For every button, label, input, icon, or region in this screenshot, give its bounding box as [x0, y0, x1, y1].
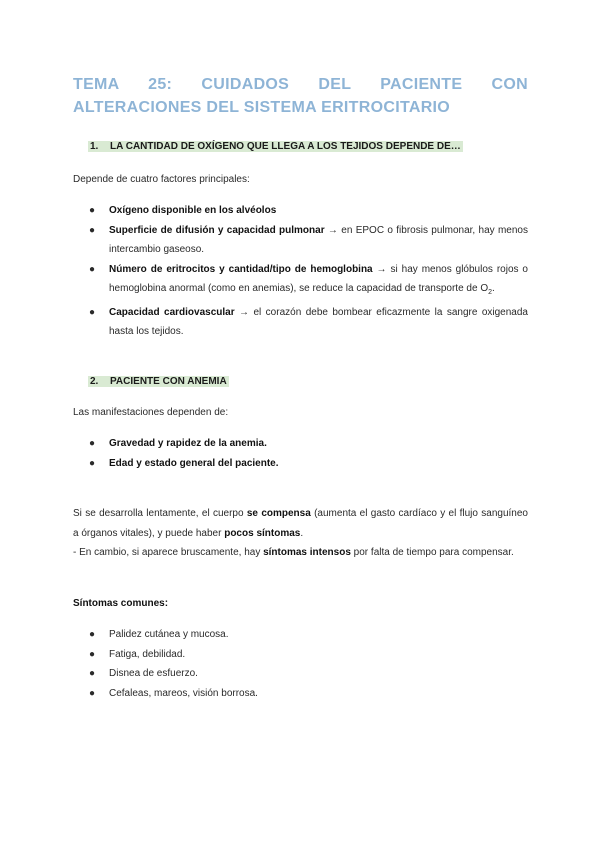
bullet-icon: ● — [89, 687, 96, 699]
factor-3-tail: . — [492, 283, 495, 294]
list-item: ● Palidez cutánea y mucosa. — [0, 625, 528, 645]
section-1-intro: Depende de cuatro factores principales: — [73, 174, 250, 185]
list-item — [0, 201, 528, 221]
list-item — [0, 434, 528, 454]
bullet-icon: ● — [89, 224, 96, 236]
section-2-heading — [88, 374, 229, 389]
manifestation-2: Edad y estado general del paciente. — [109, 457, 279, 469]
factor-3-bold: Número de eritrocitos y cantidad/tipo de hemoglobina — [109, 263, 373, 275]
list-item — [0, 221, 528, 260]
manifestation-1: Gravedad y rapidez de la anemia. — [109, 438, 267, 449]
compensation-paragraph: Si se desarrolla lentamente, el cuerpo se compensa (aumenta el gasto cardíaco y el flujo sanguíneo a órganos vitales), y puede haber pocos síntomas. — [73, 508, 528, 539]
sintomas-intensos-bold: síntomas intensos — [263, 547, 351, 558]
section-2-intro: Las manifestaciones dependen de: — [73, 407, 229, 418]
se-compensa-bold: se compensa — [246, 508, 311, 519]
section-1-title: LA CANTIDAD DE OXÍGENO QUE LLEGA A LOS TEJIDOS DEPENDE DE… — [110, 141, 461, 152]
list-item — [0, 260, 528, 303]
section-1-number: 1. — [90, 141, 99, 152]
section-1-highlight — [88, 141, 463, 152]
factor-1-bold: Oxígeno disponible en los alvéolos — [109, 205, 277, 216]
section-2-highlight — [88, 376, 229, 387]
factor-4-bold: Capacidad cardiovascular — [109, 306, 235, 318]
factor-3-subscript: 2 — [488, 289, 493, 296]
bullet-icon: ● — [89, 648, 96, 660]
list-item: ● Cefaleas, mareos, visión borrosa. — [0, 684, 528, 704]
bullet-icon: ● — [89, 205, 96, 216]
bullet-icon: ● — [89, 457, 96, 469]
bullet-icon: ● — [89, 306, 96, 318]
bullet-icon: ● — [89, 629, 96, 640]
section-1-heading — [88, 139, 463, 154]
section-2-number: 2. — [90, 376, 99, 387]
page-title: TEMA 25: CUIDADOS DEL PACIENTE CON ALTERACIONES DEL SISTEMA ERITROCITARIO — [73, 76, 528, 116]
factors-list — [0, 201, 528, 342]
bullet-icon: ● — [89, 668, 96, 679]
factor-3-text: → si hay menos glóbulos rojos o hemoglobina anormal (como en anemias), se reduce la capacidad de transporte de O — [109, 263, 528, 294]
bullet-icon: ● — [89, 438, 96, 449]
section-2-title: PACIENTE CON ANEMIA — [110, 376, 227, 387]
factor-2-text: → en EPOC o fibrosis pulmonar, hay menos intercambio gaseoso. — [109, 224, 528, 255]
sudden-onset-paragraph: - En cambio, si aparece bruscamente, hay síntomas intensos por falta de tiempo para compensar. — [73, 547, 514, 558]
symptoms-list — [0, 625, 528, 703]
list-item — [0, 303, 528, 342]
bullet-icon: ● — [89, 263, 96, 275]
factor-4-text: → el corazón debe bombear eficazmente la sangre oxigenada hasta los tejidos. — [109, 306, 528, 337]
list-item — [0, 454, 528, 474]
list-item: ● Fatiga, debilidad. — [0, 645, 528, 665]
symptoms-heading: Síntomas comunes: — [73, 598, 169, 609]
factor-2-bold: Superficie de difusión y capacidad pulmonar — [109, 224, 325, 236]
list-item: ● Disnea de esfuerzo. — [0, 664, 528, 684]
pocos-sintomas-bold: pocos síntomas — [224, 527, 301, 539]
manifestations-list — [0, 434, 528, 473]
